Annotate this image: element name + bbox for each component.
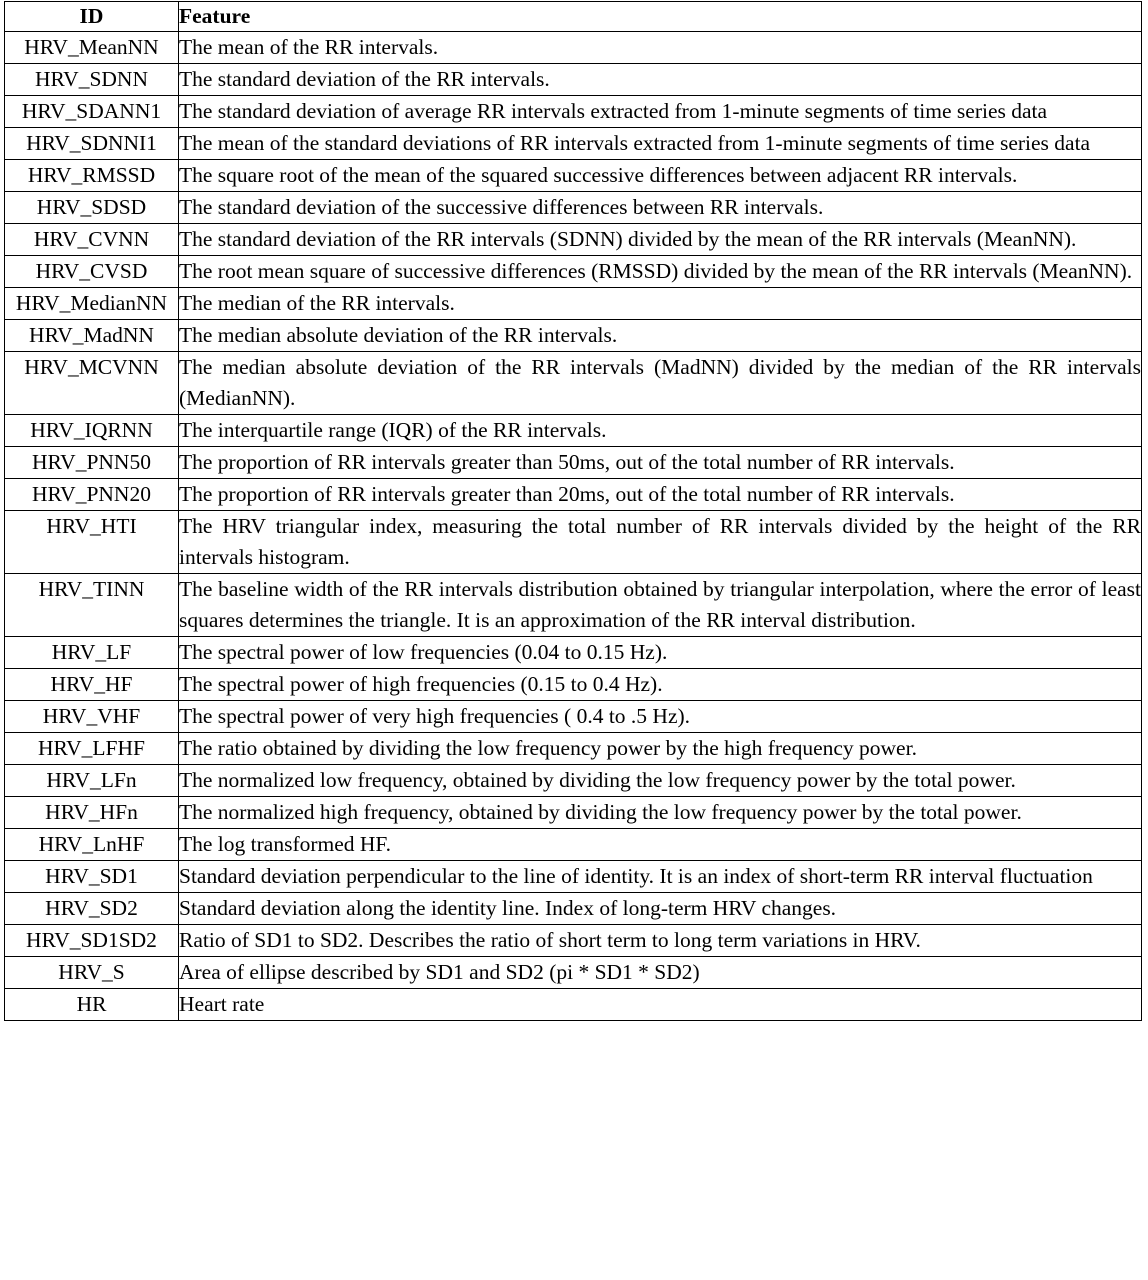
feature-id-cell: HRV_TINN <box>5 574 179 637</box>
table-row <box>5 447 1142 479</box>
feature-description-cell: The median of the RR intervals. <box>179 288 1142 320</box>
table-row <box>5 989 1142 1021</box>
feature-id-cell: HRV_SD1 <box>5 861 179 893</box>
feature-id-cell: HRV_SDANN1 <box>5 96 179 128</box>
feature-description-cell: The median absolute deviation of the RR intervals (MadNN) divided by the median of the RR intervals (MedianNN). <box>179 352 1142 415</box>
table-row <box>5 415 1142 447</box>
feature-description-cell: The standard deviation of the successive differences between RR intervals. <box>179 192 1142 224</box>
feature-description-cell: The standard deviation of average RR intervals extracted from 1-minute segments of time series data <box>179 96 1142 128</box>
feature-id-cell: HRV_PNN50 <box>5 447 179 479</box>
table-row <box>5 160 1142 192</box>
feature-id-cell: HRV_LFn <box>5 765 179 797</box>
feature-description-cell: Heart rate <box>179 989 1142 1021</box>
feature-description-cell: The baseline width of the RR intervals distribution obtained by triangular interpolation, where the error of least squares determines the triangle. It is an approximation of the RR interval distribution. <box>179 574 1142 637</box>
feature-description-cell: The HRV triangular index, measuring the total number of RR intervals divided by the height of the RR intervals histogram. <box>179 511 1142 574</box>
feature-id-cell: HRV_IQRNN <box>5 415 179 447</box>
table-row <box>5 733 1142 765</box>
feature-id-cell: HRV_SDSD <box>5 192 179 224</box>
feature-id-cell: HRV_MCVNN <box>5 352 179 415</box>
feature-description-cell: The median absolute deviation of the RR intervals. <box>179 320 1142 352</box>
table-row <box>5 192 1142 224</box>
feature-description-cell: The spectral power of very high frequencies ( 0.4 to .5 Hz). <box>179 701 1142 733</box>
feature-id-cell: HRV_LF <box>5 637 179 669</box>
table-header-row <box>5 2 1142 32</box>
feature-id-cell: HRV_PNN20 <box>5 479 179 511</box>
feature-description-cell: The square root of the mean of the squared successive differences between adjacent RR intervals. <box>179 160 1142 192</box>
feature-id-cell: HRV_RMSSD <box>5 160 179 192</box>
feature-id-cell: HRV_HF <box>5 669 179 701</box>
table-row <box>5 861 1142 893</box>
feature-id-cell: HRV_S <box>5 957 179 989</box>
feature-id-cell: HRV_LnHF <box>5 829 179 861</box>
table-row <box>5 288 1142 320</box>
id-column-header: ID <box>5 2 179 32</box>
feature-description-cell: Standard deviation along the identity line. Index of long-term HRV changes. <box>179 893 1142 925</box>
feature-id-cell: HRV_SDNNI1 <box>5 128 179 160</box>
feature-description-cell: The root mean square of successive differences (RMSSD) divided by the mean of the RR intervals (MeanNN). <box>179 256 1142 288</box>
feature-id-cell: HRV_MedianNN <box>5 288 179 320</box>
feature-id-cell: HRV_HTI <box>5 511 179 574</box>
table-row <box>5 893 1142 925</box>
feature-description-cell: The ratio obtained by dividing the low frequency power by the high frequency power. <box>179 733 1142 765</box>
table-row <box>5 224 1142 256</box>
table-row <box>5 128 1142 160</box>
feature-description-cell: The spectral power of high frequencies (0.15 to 0.4 Hz). <box>179 669 1142 701</box>
table-row <box>5 479 1142 511</box>
table-row <box>5 511 1142 574</box>
feature-id-cell: HRV_LFHF <box>5 733 179 765</box>
table-row <box>5 320 1142 352</box>
table-row <box>5 32 1142 64</box>
table-body <box>5 32 1142 1021</box>
table-row <box>5 574 1142 637</box>
feature-id-cell: HRV_SD2 <box>5 893 179 925</box>
feature-description-cell: The spectral power of low frequencies (0.04 to 0.15 Hz). <box>179 637 1142 669</box>
feature-description-cell: The normalized high frequency, obtained by dividing the low frequency power by the total power. <box>179 797 1142 829</box>
table-row <box>5 957 1142 989</box>
feature-description-cell: The proportion of RR intervals greater than 20ms, out of the total number of RR intervals. <box>179 479 1142 511</box>
table-row <box>5 797 1142 829</box>
feature-id-cell: HRV_SDNN <box>5 64 179 96</box>
feature-column-header: Feature <box>179 2 1142 32</box>
table-row <box>5 925 1142 957</box>
feature-description-cell: Ratio of SD1 to SD2. Describes the ratio of short term to long term variations in HRV. <box>179 925 1142 957</box>
feature-description-cell: The standard deviation of the RR intervals. <box>179 64 1142 96</box>
table-row <box>5 64 1142 96</box>
feature-id-cell: HRV_SD1SD2 <box>5 925 179 957</box>
feature-description-cell: Area of ellipse described by SD1 and SD2 (pi * SD1 * SD2) <box>179 957 1142 989</box>
table-row <box>5 256 1142 288</box>
table-row <box>5 701 1142 733</box>
feature-description-cell: The interquartile range (IQR) of the RR intervals. <box>179 415 1142 447</box>
feature-id-cell: HR <box>5 989 179 1021</box>
table-row <box>5 96 1142 128</box>
feature-description-cell: The normalized low frequency, obtained by dividing the low frequency power by the total power. <box>179 765 1142 797</box>
feature-description-cell: The log transformed HF. <box>179 829 1142 861</box>
table-row <box>5 352 1142 415</box>
feature-id-cell: HRV_HFn <box>5 797 179 829</box>
feature-description-cell: The proportion of RR intervals greater than 50ms, out of the total number of RR intervals. <box>179 447 1142 479</box>
feature-id-cell: HRV_MeanNN <box>5 32 179 64</box>
hrv-feature-table <box>4 1 1142 1021</box>
table-row <box>5 765 1142 797</box>
table-row <box>5 669 1142 701</box>
feature-description-cell: The mean of the RR intervals. <box>179 32 1142 64</box>
table-row <box>5 637 1142 669</box>
feature-description-cell: Standard deviation perpendicular to the line of identity. It is an index of short-term RR interval fluctuation <box>179 861 1142 893</box>
table-row <box>5 829 1142 861</box>
feature-id-cell: HRV_VHF <box>5 701 179 733</box>
feature-description-cell: The mean of the standard deviations of RR intervals extracted from 1-minute segments of time series data <box>179 128 1142 160</box>
feature-id-cell: HRV_CVNN <box>5 224 179 256</box>
feature-id-cell: HRV_CVSD <box>5 256 179 288</box>
feature-description-cell: The standard deviation of the RR intervals (SDNN) divided by the mean of the RR intervals (MeanNN). <box>179 224 1142 256</box>
feature-id-cell: HRV_MadNN <box>5 320 179 352</box>
